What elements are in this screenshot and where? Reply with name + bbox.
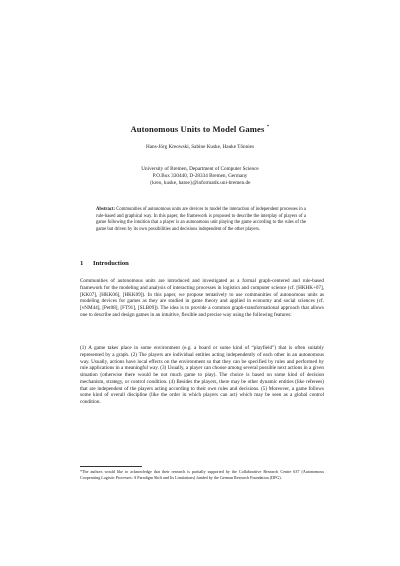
section-number: 1 (80, 260, 84, 267)
affiliation-line: University of Bremen, Department of Computer Science (141, 166, 259, 172)
affiliation-email: {kreo, kuske, hatoe}@informatik.uni-bremen.de (149, 180, 251, 186)
abstract-label: Abstract: (96, 207, 116, 212)
footnote-rule (80, 466, 142, 467)
body-paragraph: (1) A game takes place in some environment (e.g. a board or some kind of “playfield”) that is often suitably represented by a graph. (2) The players are individual entities acting independently of each other in an autonomous way. Usually, actions have local effects on the environment so that they can be specified by rules and performed by rule applications in a meaningful way. (3) Usually, a player can choose among several possible next actions in a given situation (otherwise there would be not much game to play). The choice is based on some kind of decision mechanism, strategy, or control condition. (4) Besides the players, there may be other dynamic entities (like referees) that are independent of the players acting according to their own rules and decisions. (5) Moreover, a game follows some kind of overall discipline (like the order in which players can act) which may be seen as a global control condition. (80, 345, 324, 405)
title-footnote-mark: * (266, 124, 270, 131)
section-title: Introduction (93, 260, 129, 267)
abstract (96, 207, 306, 233)
paper-title (0, 124, 400, 134)
affiliation-block (0, 166, 400, 187)
footnote: *The authors would like to acknowledge that their research is partially supported by the Collaborative Research Centre 637 (Autonomous Cooperating Logistic Processes: A Paradigm Shift and Its Limitations) funded by the German Research Foundation (DFG). (80, 469, 324, 480)
title-text: Autonomous Units to Model Games (130, 124, 265, 134)
section-heading (80, 260, 340, 267)
body-paragraph: Communities of autonomous units are introduced and investigated as a formal graph-centered and rule-based framework for the modeling and analysis of interacting processes in logistics and computer science (cf. [HKHK+07], [KK07], [HKK06], [HKK09]). In this paper, we propose tentatively to use communities of autonomous units as modeling devices for games as they are studied in game theory and applied in economy and social sciences (cf. [vNM44], [Pet08], [FT91], [SLB09]). The idea is to provide a common graph-transformational approach that allows one to describe and design games in an intuitive, flexible and precise way using the following features: (80, 278, 324, 318)
author-list: Hans-Jörg Kreowski, Sabine Kuske, Hauke Tönnies (145, 144, 254, 150)
abstract-text: Communities of autonomous units are devices to model the interaction of independent processes in a rule-based and graphical way. In this paper, the framework is proposed to describe the interplay of players of a game following the intuition that a player is an autonomous unit playing the game according to the rules of the game but driven by its own possibilities and decisions independent of the other players. (96, 207, 306, 232)
affiliation-address: P.O.Box 330440, D-28334 Bremen, Germany (152, 173, 248, 179)
